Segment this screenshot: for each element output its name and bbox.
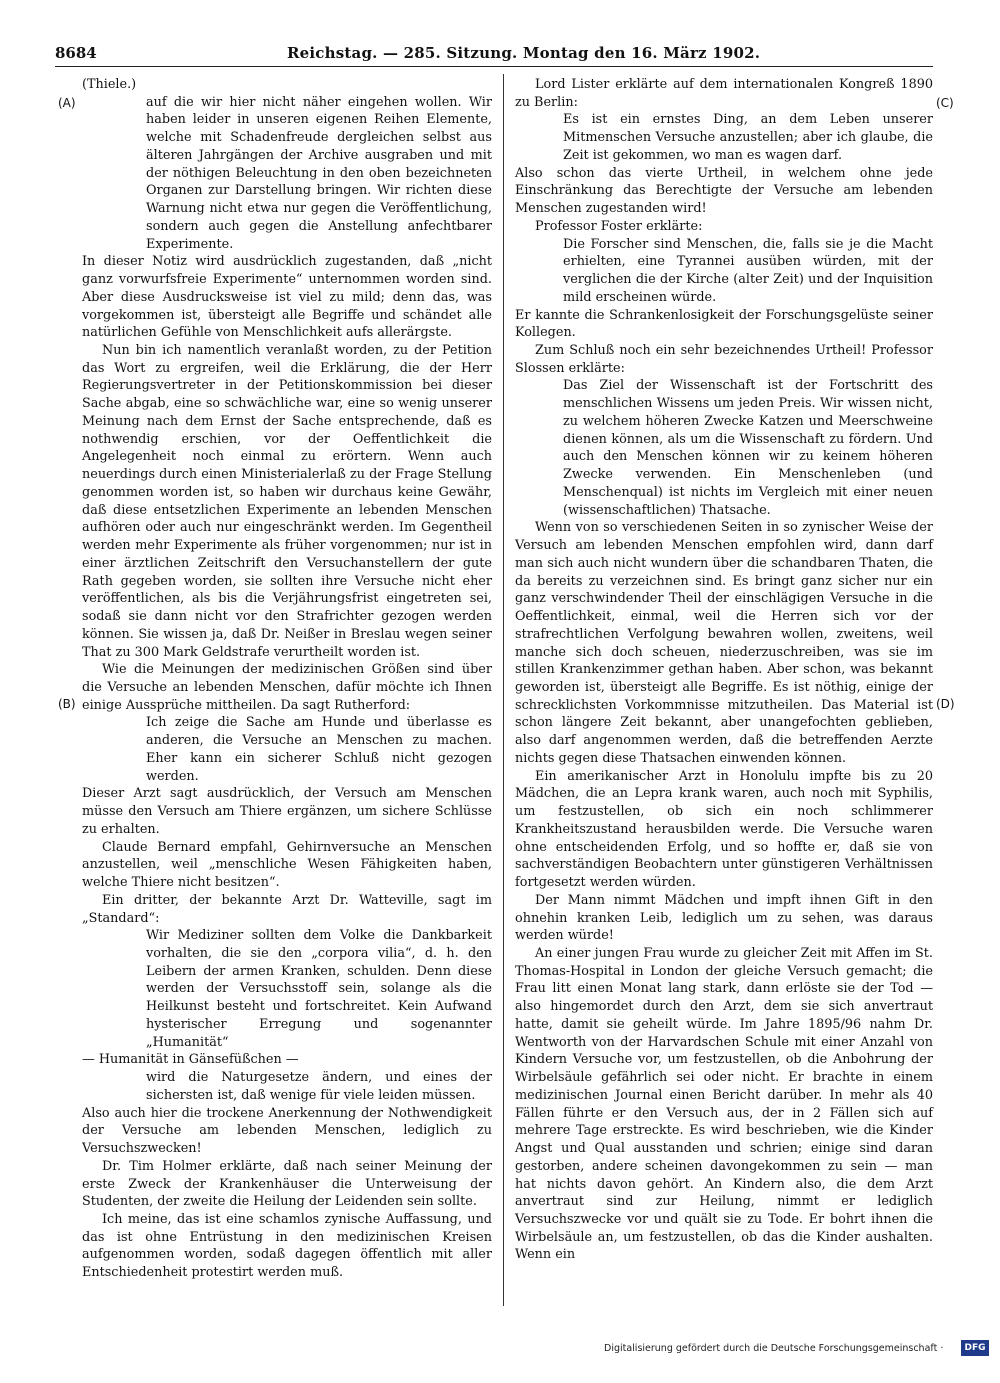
paragraph: Also auch hier die trockene Anerkennung der Nothwendigkeit der Versuche am lebenden Menschen, lediglich zu Versuchszwecken! [82,1105,492,1157]
paragraph: Dr. Tim Holmer erklärte, daß nach seiner Meinung der erste Zweck der Krankenhäuser die Unterweisung der Studenten, der zweite die Heilung der Leidenden sein sollte. [82,1158,492,1210]
paragraph: In dieser Notiz wird ausdrücklich zugestanden, daß „nicht ganz vorwurfsfreie Experimente“ unternommen worden sind. Aber diese Ausdrucksweise ist viel zu mild; denn das, was vorgekommen ist, übersteigt alle Begriffe und schändet alle natürlichen Gefühle von Menschlichkeit aufs allerärgste. [82,254,492,341]
left-column [82,76,492,1282]
paragraph: Ein amerikanischer Arzt in Honolulu impfte bis zu 20 Mädchen, die an Lepra krank waren, auch noch mit Syphilis, um festzustellen, ob sich ein noch schlimmerer Krankheitszustand herausbilden werde. Die Versuche waren ohne entscheidenden Erfolg, und so hoffte er, daß sie von sachverständigen Beobachtern unter günstigeren Verhältnissen fortgesetzt werden würden. [515,768,933,891]
header-title: Reichstag. — 285. Sitzung. Montag den 16. März 1902. [287,44,761,62]
paragraph: Wie die Meinungen der medizinischen Größen sind über die Versuche an lebenden Menschen, dafür möchte ich Ihnen einige Aussprüche mittheilen. Da sagt Rutherford: [82,662,492,713]
paragraph: Professor Foster erklärte: [535,218,703,234]
paragraph: Also schon das vierte Urtheil, in welchem ohne jede Einschränkung das Berechtigte der Versuche am lebenden Menschen zugestanden wird! [515,165,933,217]
quote-block: Das Ziel der Wissenschaft ist der Fortschritt des menschlichen Wissens um jeden Preis. Wir wissen nicht, zu welchem höheren Zwecke Katzen und Meerschweine dienen können, als um die Wissenschaft zu fördern. Und auch den Menschen können wir zu keinem höheren Zwecke verwenden. Ein Menschenleben (und Menschenqual) ist nichts im Vergleich mit einer neuen (wissenschaftlichen) Thatsache. [563,378,933,518]
paragraph: Nun bin ich namentlich veranlaßt worden, zu der Petition das Wort zu ergreifen, weil die Erklärung, die der Herr Regierungsvertreter in der Petitionskommission bei dieser Sache abgab, eine so schwächliche war, eine so wenig unserer Meinung nach dem Ernst der Sache entsprechende, daß es nothwendig erschien, vor der Oeffentlichkeit die Angelegenheit noch einmal zu erörtern. Wenn auch neuerdings durch einen Ministerialerlaß zu der Frage Stellung genommen worden ist, so haben wir durchaus keine Gewähr, daß diese entsetzlichen Experimente an lebenden Menschen aufhören oder auch nur eingeschränkt werden. Im Gegentheil werden mehr Experimente als früher vorgenommen; nur ist in einer ärztlichen Zeitschrift den Versuchanstellern der gute Rath gegeben worden, sie sollten ihre Versuche nicht eher veröffentlichen, als bis die Verjährungsfrist eingetreten sei, sodaß sie dann nicht vor den Strafrichter gezogen werden können. Sie wissen ja, daß Dr. Neißer in Breslau wegen seiner That zu 300 Mark Geldstrafe verurtheilt worden ist. [82,343,492,660]
margin-marker-c: (C) [936,96,954,110]
column-divider [503,74,504,1306]
margin-marker-d: (D) [936,697,955,711]
margin-marker-a: (A) [58,96,76,110]
quote-block: Ich zeige die Sache am Hunde und überlasse es anderen, die Versuche an Menschen zu machen. Eher kann ein sicherer Schluß nicht gezogen werden. [146,715,492,784]
quote-block: auf die wir hier nicht näher eingehen wollen. Wir haben leider in unseren eigenen Reihen Elemente, welche mit Schadenfreude dergleichen selbst aus älteren Jahrgängen der Archive ausgraben und mit der nöthigen Beleuchtung in den oben bezeichneten Organen zur Darstellung bringen. Wir richten diese Warnung nicht etwa nur gegen die Veröffentlichung, sondern auch gegen die Anstellung anfechtbarer Experimente. [146,94,492,252]
paragraph: Ich meine, das ist eine schamlos zynische Auffassung, und das ist ohne Entrüstung in den medizinischen Kreisen aufgenommen worden, sodaß dagegen öffentlich mit aller Entschiedenheit protestirt werden muß. [82,1212,492,1281]
page-number: 8684 [55,44,97,62]
speaker-name: (Thiele.) [82,77,137,92]
paragraph: Zum Schluß noch ein sehr bezeichnendes Urtheil! Professor Slossen erklärte: [515,343,933,376]
page-header [55,44,933,68]
margin-marker-b: (B) [58,697,76,711]
paragraph: Er kannte die Schrankenlosigkeit der Forschungsgelüste seiner Kollegen. [515,307,933,341]
quote-block: Die Forscher sind Menschen, die, falls sie je die Macht erhielten, eine Tyrannei ausüben würden, mit der verglichen die der Kirche (alter Zeit) und der Inquisition mild erscheinen würde. [563,236,933,305]
quote-block: Wir Mediziner sollten dem Volke die Dankbarkeit vorhalten, die sie den „corpora vilia“, d. h. den Leibern der armen Kranken, schulden. Denn diese werden der Versuchsstoff sein, solange als die Heilkunst besteht und fortschreitet. Kein Aufwand hysterischer Erregung und sogenannter „Humanität“ [146,928,492,1050]
quote-block: wird die Naturgesetze ändern, und eines der sichersten ist, daß wenige für viele leiden müssen. [146,1070,492,1103]
paragraph: Dieser Arzt sagt ausdrücklich, der Versuch am Menschen müsse den Versuch am Thiere ergänzen, um sichere Schlüsse zu erhalten. [82,786,492,837]
paragraph: Lord Lister erklärte auf dem internationalen Kongreß 1890 zu Berlin: [515,77,933,110]
header-rule [55,66,933,67]
paragraph: Ein dritter, der bekannte Arzt Dr. Watteville, sagt im „Standard“: [82,892,492,926]
dfg-logo: DFG [961,1340,989,1356]
paragraph: Der Mann nimmt Mädchen und impft ihnen Gift in den ohnehin kranken Leib, lediglich um zu sehen, was daraus werden würde! [515,892,933,944]
right-column [515,76,933,1264]
quote-block: Es ist ein ernstes Ding, an dem Leben unserer Mitmenschen Versuche anzustellen; aber ich glaube, die Zeit ist gekommen, wo man es wagen darf. [563,112,933,163]
paragraph: Claude Bernard empfahl, Gehirnversuche an Menschen anzustellen, weil „menschliche Wesen Fähigkeiten haben, welche Thiere nicht besitzen“. [82,839,492,891]
footer-credit: Digitalisierung gefördert durch die Deutsche Forschungsgemeinschaft · [604,1343,944,1354]
paragraph: An einer jungen Frau wurde zu gleicher Zeit mit Affen im St. Thomas-Hospital in London der gleiche Versuch gemacht; die Frau litt einen Monat lang stark, dann erlöste sie der Tod — also hingemordet durch den Arzt, dem sie sich anvertraut hatte, damit sie geheilt würde. Im Jahre 1895/96 nahm Dr. Wentworth von der Harvardschen Schule mit einer Anzahl von Kindern Versuche vor, um festzustellen, ob die Anbohrung der Wirbelsäule gefährlich sei oder nicht. Er brachte in einem medizinischen Journal einen Bericht darüber. In mehr als 40 Fällen führte er den Versuch aus, der in 2 Fällen sich auf mehrere Tage erstreckte. Es wird beschrieben, wie die Kinder Angst und Qual ausstanden und schrien; einige sind daran gestorben, andere scheinen davongekommen zu sein — man hat nichts davon gehört. An Kindern also, die dem Arzt anvertraut sind zur Heilung, nimmt er lediglich Versuchszwecke vor und quält sie zu Tode. Er bohrt ihnen die Wirbelsäule an, um festzustellen, ob das die Kinder aushalten. Wenn ein [515,945,933,1263]
paragraph: Wenn von so verschiedenen Seiten in so zynischer Weise der Versuch am lebenden Menschen empfohlen wird, dann darf man sich auch nicht wundern über die schandbaren Thaten, die da bereits zu verzeichnen sind. Es bringt ganz sicher nur ein ganz verschwindender Theil der einschlägigen Versuche in die Oeffentlichkeit, einmal, weil die Herren sich vor der strafrechtlichen Verfolgung bewahren wollen, zweitens, weil manche sich doch scheuen, niederzuschreiben, was sie im stillen Krankenzimmer gethan haben. Aber schon, was bekannt geworden ist, übersteigt alle Begriffe. Es ist nöthig, einige der schrecklichsten Vorkommnisse mitzutheilen. Das Material ist schon längere Zeit bekannt, aber unangefochten geblieben, also darf angenommen werden, daß die betreffenden Aerzte nichts gegen diese Thatsachen einwenden können. [515,520,933,766]
interjection: — Humanität in Gänsefüßchen — [82,1052,299,1068]
